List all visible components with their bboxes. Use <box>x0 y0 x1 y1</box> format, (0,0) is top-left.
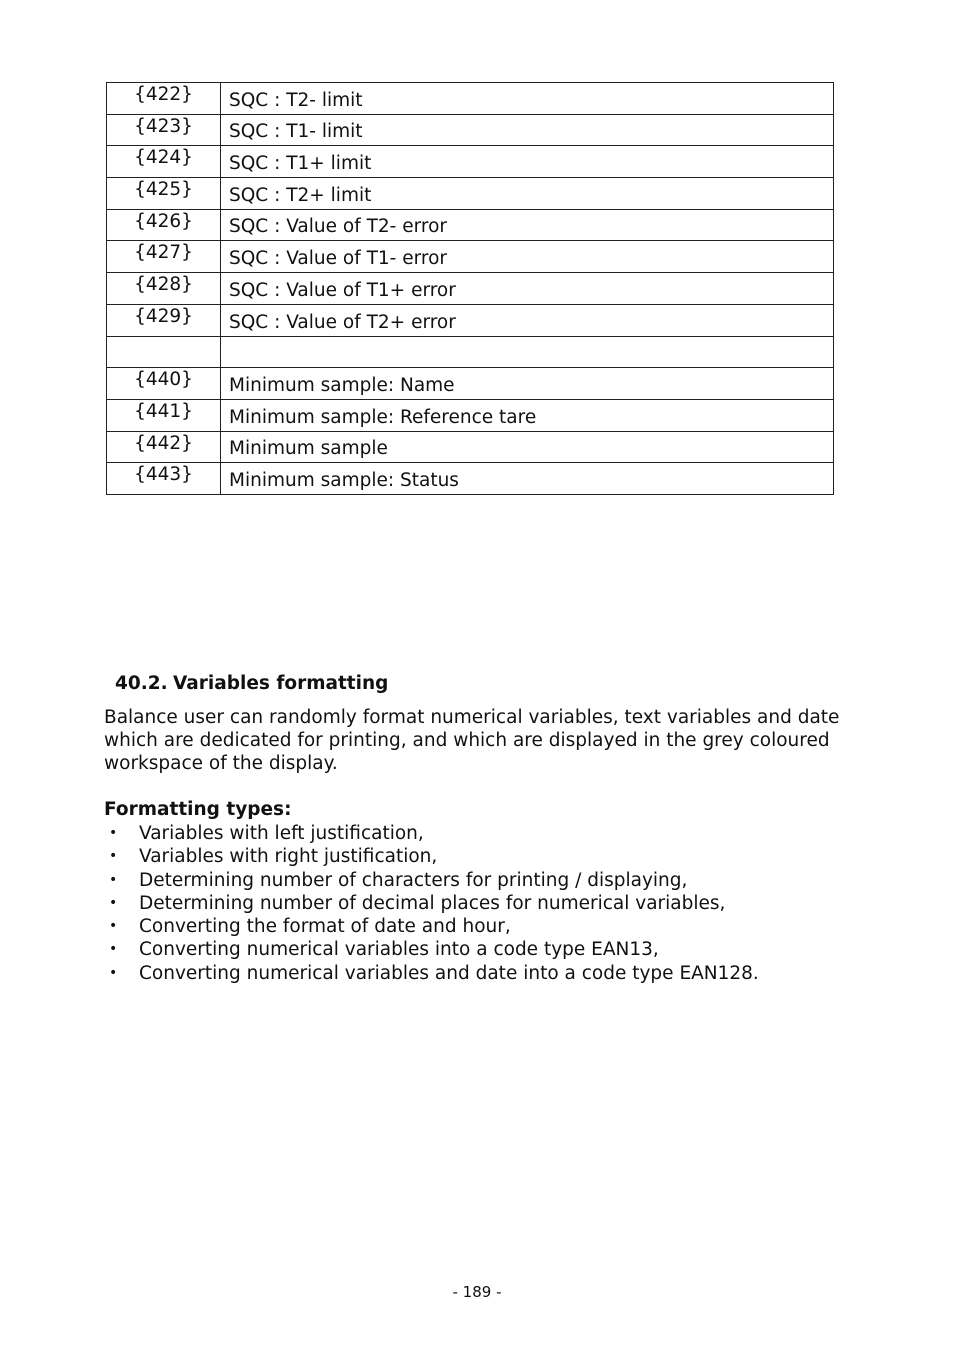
page-number: - 189 - <box>452 1283 502 1301</box>
variable-code: {442} <box>107 431 221 463</box>
variable-code: {426} <box>107 209 221 241</box>
list-item-text: Converting numerical variables and date into a code type EAN128. <box>139 962 759 984</box>
bullet-icon: • <box>109 964 118 981</box>
section-number: 40.2. <box>115 673 168 694</box>
variables-table <box>106 82 834 495</box>
variable-code: {441} <box>107 399 221 431</box>
variable-description: SQC : Value of T1+ error <box>221 273 834 305</box>
variable-code: {443} <box>107 463 221 495</box>
list-item-text: Converting numerical variables into a code type EAN13, <box>139 939 659 961</box>
list-item <box>104 892 904 915</box>
bullet-icon: • <box>109 918 118 935</box>
formatting-types-heading: Formatting types: <box>104 799 292 820</box>
variable-code: {422} <box>107 83 221 115</box>
list-item-text: Variables with right justification, <box>139 846 438 868</box>
section-heading <box>115 672 388 696</box>
table-row <box>107 178 834 210</box>
bullet-icon: • <box>109 894 118 911</box>
list-item-text: Determining number of decimal places for numerical variables, <box>139 892 726 914</box>
intro-paragraph: Balance user can randomly format numerical variables, text variables and date which are dedicated for printing, and which are displayed in the grey coloured workspace of the display. <box>104 707 840 774</box>
table-row <box>107 399 834 431</box>
list-item <box>104 845 904 868</box>
bullet-icon: • <box>109 941 118 958</box>
table-row <box>107 304 834 336</box>
list-item <box>104 938 904 961</box>
variable-description: SQC : Value of T1- error <box>221 241 834 273</box>
variable-description: SQC : T1+ limit <box>221 146 834 178</box>
table-row <box>107 368 834 400</box>
table-row <box>107 431 834 463</box>
list-item <box>104 915 904 938</box>
list-item <box>104 869 904 892</box>
variable-description: SQC : T2- limit <box>221 83 834 115</box>
bullet-icon: • <box>109 825 118 841</box>
table-row <box>107 209 834 241</box>
variable-code: {424} <box>107 146 221 178</box>
variable-code: {429} <box>107 304 221 336</box>
list-item-text: Variables with left justification, <box>139 823 424 844</box>
table-row <box>107 146 834 178</box>
variable-description: Minimum sample: Name <box>221 368 834 400</box>
table-row <box>107 463 834 495</box>
section-title: Variables formatting <box>173 673 389 694</box>
list-item <box>104 822 904 845</box>
variable-description: Minimum sample: Status <box>221 463 834 495</box>
variable-code: {440} <box>107 368 221 400</box>
list-item-text: Determining number of characters for printing / displaying, <box>139 869 688 891</box>
variable-code: {425} <box>107 178 221 210</box>
table-row-empty <box>107 336 834 368</box>
variable-code <box>107 336 221 368</box>
variable-description: Minimum sample <box>221 431 834 463</box>
bullet-icon: • <box>109 871 118 888</box>
variable-description: SQC : T2+ limit <box>221 178 834 210</box>
table-row <box>107 273 834 305</box>
variable-description <box>221 336 834 368</box>
variable-description: SQC : Value of T2- error <box>221 209 834 241</box>
list-item <box>104 962 904 985</box>
bullet-icon: • <box>109 848 118 865</box>
variable-description: Minimum sample: Reference tare <box>221 399 834 431</box>
variable-code: {423} <box>107 114 221 146</box>
table-row <box>107 114 834 146</box>
table-row <box>107 83 834 115</box>
variable-code: {428} <box>107 273 221 305</box>
variable-description: SQC : Value of T2+ error <box>221 304 834 336</box>
variable-code: {427} <box>107 241 221 273</box>
list-item-text: Converting the format of date and hour, <box>139 916 511 938</box>
formatting-types-list <box>104 822 904 985</box>
variable-description: SQC : T1- limit <box>221 114 834 146</box>
table-row <box>107 241 834 273</box>
